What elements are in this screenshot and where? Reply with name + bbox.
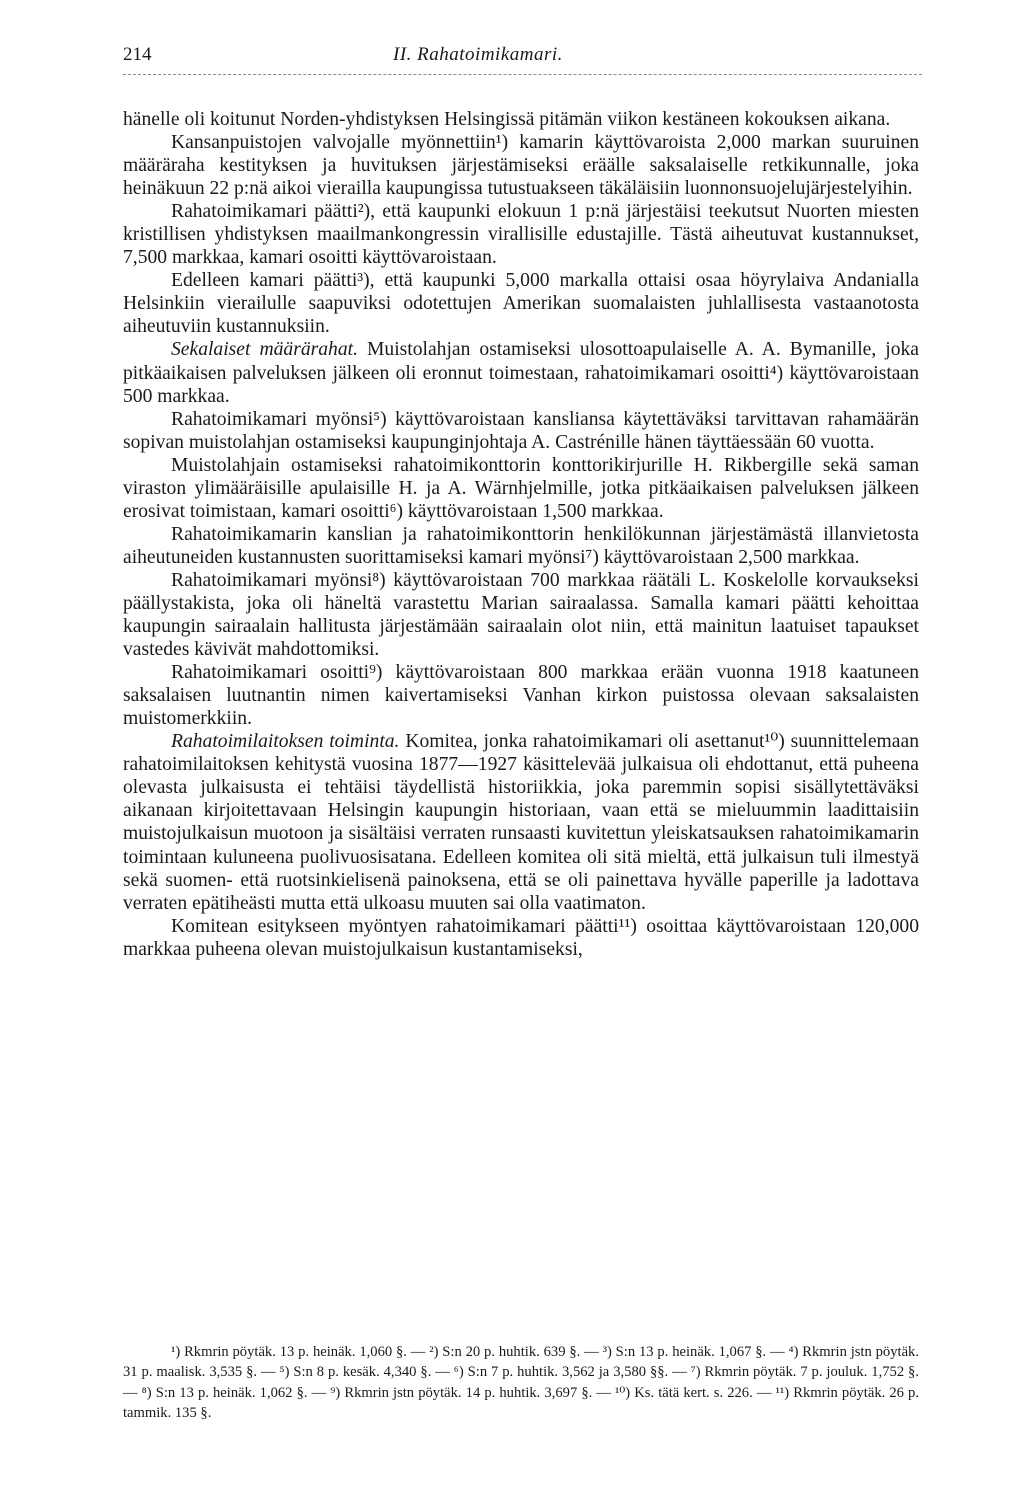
paragraph: Rahatoimikamari myönsi⁸) käyttövaroistaan 700 markkaa räätäli L. Koskelolle korvaukseksi päällystakista, joka oli häneltä varastettu Marian sairaalassa. Samalla kamari päätti kehoittaa kaupungin sairaalain hallitusta järjestämään sairaalain olot niin, että mainitun laatuiset tapaukset vastedes kävivät mahdottomiksi. [123, 569, 919, 661]
paragraph: Muistolahjain ostamiseksi rahatoimikonttorin konttorikirjurille H. Rikbergille sekä saman viraston ylimääräisille apulaisille H. ja A. Wärnhjelmille, jotka pitkäaikaisen palveluksen jälkeen erosivat toimistaan, kamari osoitti⁶) käyttövaroistaan 1,500 markkaa. [123, 454, 919, 522]
paragraph: Rahatoimikamari päätti²), että kaupunki elokuun 1 p:nä järjestäisi teekutsut Nuorten miesten kristillisen yhdistyksen maailmankongressin virallisille edustajille. Tästä aiheutuvat kustannukset, 7,500 markkaa, kamari osoitti käyttövaroistaan. [123, 201, 919, 269]
paragraph: Rahatoimikamari myönsi⁵) käyttövaroistaan kansliansa käytettäväksi tarvittavan rahamäärän sopivan muistolahjan ostamiseksi kaupunginjohtaja A. Castrénille hänen täyttäessään 60 vuotta. [123, 408, 919, 453]
page-header [123, 44, 922, 75]
paragraph: Rahatoimikamari osoitti⁹) käyttövaroistaan 800 markkaa erään vuonna 1918 kaatuneen saksalaisen luutnantin nimen kaivertamiseksi Vanhan kirkon puistossa olevaan saksalaisten muistomerkkiin. [123, 662, 919, 730]
paragraph: Edelleen kamari päätti³), että kaupunki 5,000 markalla ottaisi osaa höyrylaiva Andanialla Helsinkiin vierailulle saapuviksi odotettujen Amerikan suomalaisten juhlallisesta vastaanotosta aiheutuviin kustannuksiin. [123, 270, 919, 338]
footnotes: ¹) Rkmrin pöytäk. 13 p. heinäk. 1,060 §. — ²) S:n 20 p. huhtik. 639 §. — ³) S:n 13 p. heinäk. 1,067 §. — ⁴) Rkmrin jstn pöytäk. 31 p. maalisk. 3,535 §. — ⁵) S:n 8 p. kesäk. 4,340 §. — ⁶) S:n 7 p. huhtik. 3,562 ja 3,580 §§. — ⁷) Rkmrin pöytäk. 7 p. jouluk. 1,752 §. — ⁸) S:n 13 p. heinäk. 1,062 §. — ⁹) Rkmrin jstn pöytäk. 14 p. huhtik. 3,697 §. — ¹⁰) Ks. tätä kert. s. 226. — ¹¹) Rkmrin pöytäk. 26 p. tammik. 135 §. [123, 1344, 919, 1422]
paragraph: Komitean esitykseen myöntyen rahatoimikamari päätti¹¹) osoittaa käyttövaroistaan 120,000 markkaa puheena olevan muistojulkaisun kustantamiseksi, [123, 915, 919, 960]
paragraph [123, 730, 919, 914]
paragraph-text: Muistolahjan ostamiseksi ulosottoapulaiselle A. A. Bymanille, joka pitkäaikaisen palveluksen jälkeen oli eronnut toimestaan, rahatoimikamari osoitti⁴) käyttövaroistaan 500 markkaa. [123, 339, 920, 407]
paragraph: Kansanpuistojen valvojalle myönnettiin¹) kamarin käyttövaroista 2,000 markan suuruinen määräraha kestityksen ja huvituksen järjestämiseksi eräälle saksalaiselle retkikunnalle, joka heinäkuun 22 p:nä aikoi vierailla kaupungissa tutustuakseen täkäläisiin luonnonsuojelujärjestelyihin. [123, 132, 919, 200]
page-number: 214 [123, 44, 152, 65]
section-heading: Rahatoimilaitoksen toiminta. [171, 731, 400, 753]
running-title: II. Rahatoimikamari. [393, 44, 563, 65]
paragraph: Rahatoimikamarin kanslian ja rahatoimikonttorin henkilökunnan järjestämästä illanvietosta aiheutuneiden kustannusten suorittamiseksi kamari myönsi⁷) käyttövaroistaan 2,500 markkaa. [123, 523, 919, 568]
section-heading: Sekalaiset määrärahat. [171, 339, 358, 361]
paragraph [123, 338, 919, 407]
paragraph-text: Komitea, jonka rahatoimikamari oli asettanut¹⁰) suunnittelemaan rahatoimilaitoksen kehitystä vuosina 1877—1927 käsittelevää julkaisua oli ehdottanut, että puheena olevasta julkaisusta ei tehtäisi täydellistä historiikkia, joka paremmin sopisi sisällytettäväksi aikanaan kirjoitettavaan Helsingin kaupungin historiaan, vaan että se mieluummin laadittaisiin muistojulkaisun muotoon ja sisältäisi verraten runsaasti kuvitettun yleiskatsauksen rahatoimikamarin toimintaan kuluneena puolivuosisatana. Edelleen komitea oli sitä mieltä, että julkaisun tuli ilmestyä sekä suomen- että ruotsinkielisenä painoksena, että se oli painettava hyvälle paperille ja ladottava verraten epätiheästi mutta että ulkoasu muuten sai olla vaatimaton. [123, 731, 919, 914]
body-text [123, 108, 919, 961]
paragraph: hänelle oli koitunut Norden-yhdistyksen Helsingissä pitämän viikon kestäneen kokouksen aikana. [123, 109, 891, 130]
